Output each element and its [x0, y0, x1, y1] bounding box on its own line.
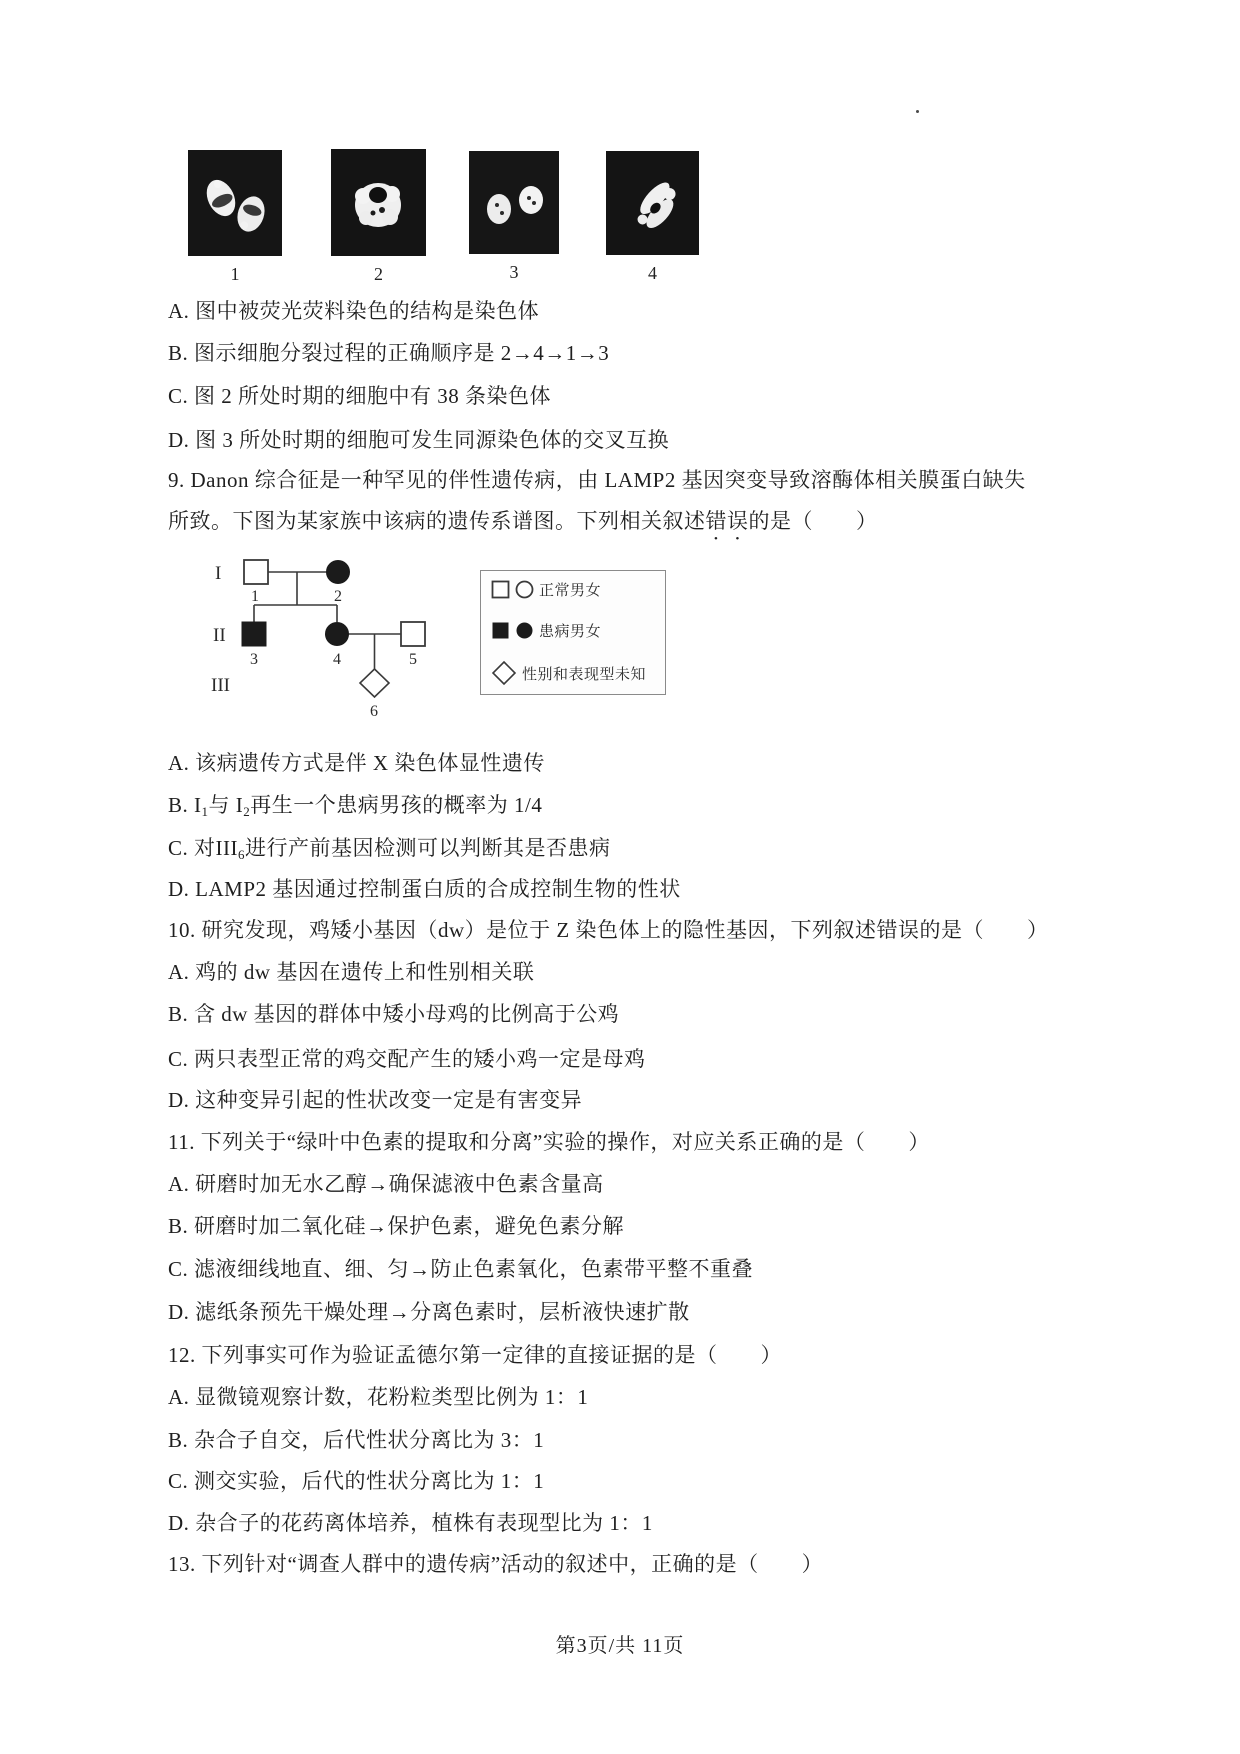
legend-row-affected: [491, 620, 655, 641]
micrograph-label-4: 4: [648, 263, 657, 283]
q11-option-c: C. 滤液细线地直、细、匀→防止色素氧化，色素带平整不重叠: [168, 1257, 754, 1281]
q11-option-b: B. 研磨时加二氧化硅→保护色素，避免色素分解: [168, 1214, 625, 1238]
q8-option-a: A. 图中被荧光荧料染色的结构是染色体: [168, 299, 540, 323]
pedigree-generation-label-1: I: [215, 563, 222, 584]
pedigree-individual-II5-normal-male: [401, 622, 425, 646]
q12-option-c: C. 测交实验，后代的性状分离比为 1：1: [168, 1469, 545, 1493]
micrograph-panel-1: [188, 150, 282, 285]
pedigree-number-1: 1: [251, 588, 259, 605]
micrograph-panel-3: [469, 151, 559, 283]
micrograph-image-2: [331, 149, 426, 256]
q9-option-b-part1: B. I: [168, 793, 202, 817]
q10-option-d: D. 这种变异引起的性状改变一定是有害变异: [168, 1088, 583, 1112]
scan-artifact-dot: [916, 110, 919, 113]
legend-label-normal: 正常男女: [539, 583, 602, 599]
micrograph-label-1: 1: [230, 264, 240, 284]
q9-stem-line2-post: 的是（ ）: [748, 509, 878, 533]
micrograph-panel-4: [606, 151, 699, 284]
normal-female-circle-icon: [515, 580, 534, 599]
q9-stem-line2-emphasized: 错误: [705, 509, 749, 533]
q9-option-c-part1: C. 对III: [168, 836, 238, 860]
q11-stem: 11. 下列关于“绿叶中色素的提取和分离”实验的操作，对应关系正确的是（ ）: [168, 1130, 930, 1154]
pedigree-number-3: 3: [250, 651, 258, 668]
unknown-diamond-icon: [491, 660, 517, 686]
pedigree-individual-I2-affected-female: [327, 561, 350, 584]
q9-stem-line1: 9. Danon 综合征是一种罕见的伴性遗传病，由 LAMP2 基因突变导致溶酶体相关膜蛋白缺失: [168, 468, 1026, 492]
q9-option-c-part2: 进行产前基因检测可以判断其是否患病: [245, 836, 611, 860]
affected-female-circle-icon: [515, 621, 534, 640]
pedigree-lines: [254, 572, 401, 669]
q9-stem-line2-pre: 所致。下图为某家族中该病的遗传系谱图。下列相关叙述: [168, 509, 706, 533]
legend-label-affected: 患病男女: [539, 623, 602, 640]
page-number-footer: 第3页/共 11页: [555, 1635, 685, 1657]
pedigree-generation-label-3: III: [211, 675, 230, 696]
q11-option-d: D. 滤纸条预先干燥处理→分离色素时，层析液快速扩散: [168, 1300, 690, 1324]
q9-option-b: [168, 792, 542, 825]
q12-option-b: B. 杂合子自交，后代性状分离比为 3：1: [168, 1428, 545, 1452]
pedigree-individual-I1-normal-male: [244, 560, 268, 584]
normal-male-square-icon: [491, 580, 510, 599]
pedigree-chart: [170, 548, 520, 728]
legend-row-normal: [491, 579, 655, 600]
q11-option-a: A. 研磨时加无水乙醇→确保滤液中色素含量高: [168, 1172, 604, 1196]
q9-option-b-part2: 与 I: [208, 793, 244, 817]
q9-option-b-sub1: 1: [201, 804, 209, 819]
pedigree-number-5: 5: [409, 651, 417, 668]
q13-stem: 13. 下列针对“调查人群中的遗传病”活动的叙述中，正确的是（ ）: [168, 1552, 824, 1576]
q9-option-b-sub2: 2: [243, 804, 251, 819]
pedigree-individual-II4-affected-female: [326, 623, 349, 646]
q10-stem: 10. 研究发现，鸡矮小基因（dw）是位于 Z 染色体上的隐性基因，下列叙述错误的是（ ）: [168, 918, 1049, 942]
legend-row-unknown: [491, 660, 655, 686]
pedigree-individual-II3-affected-male: [242, 622, 266, 646]
q10-option-b: B. 含 dw 基因的群体中矮小母鸡的比例高于公鸡: [168, 1002, 620, 1026]
q10-option-c: C. 两只表型正常的鸡交配产生的矮小鸡一定是母鸡: [168, 1047, 646, 1071]
micrograph-image-4: [606, 151, 699, 255]
affected-male-square-icon: [491, 621, 510, 640]
q12-stem: 12. 下列事实可作为验证孟德尔第一定律的直接证据的是（ ）: [168, 1343, 782, 1367]
q9-option-c-sub1: 6: [238, 847, 245, 862]
q9-stem-line2: [168, 508, 878, 545]
micrograph-image-1: [188, 150, 282, 256]
micrograph-panel-2: [331, 149, 426, 285]
pedigree-individual-III6-unknown: [360, 669, 389, 697]
pedigree-number-4: 4: [333, 651, 341, 668]
pedigree-generation-label-2: II: [213, 625, 226, 646]
q9-option-a: A. 该病遗传方式是伴 X 染色体显性遗传: [168, 751, 545, 775]
legend-label-unknown: 性别和表现型未知: [522, 666, 647, 683]
q12-option-a: A. 显微镜观察计数，花粉粒类型比例为 1：1: [168, 1385, 589, 1409]
q9-option-c: [168, 835, 611, 868]
pedigree-number-2: 2: [334, 588, 342, 605]
micrograph-label-2: 2: [374, 264, 383, 284]
q12-option-d: D. 杂合子的花药离体培养，植株有表现型比为 1：1: [168, 1511, 653, 1535]
q8-option-b: B. 图示细胞分裂过程的正确顺序是 2→4→1→3: [168, 341, 610, 365]
micrograph-label-3: 3: [509, 262, 519, 282]
q8-option-c: C. 图 2 所处时期的细胞中有 38 条染色体: [168, 384, 552, 408]
q8-option-d: D. 图 3 所处时期的细胞可发生同源染色体的交叉互换: [168, 428, 670, 452]
pedigree-legend: [480, 570, 666, 695]
pedigree-number-6: 6: [370, 703, 378, 720]
micrograph-image-3: [469, 151, 559, 254]
q9-option-b-part3: 再生一个患病男孩的概率为 1/4: [250, 793, 543, 817]
q10-option-a: A. 鸡的 dw 基因在遗传上和性别相关联: [168, 960, 535, 984]
q9-option-d: D. LAMP2 基因通过控制蛋白质的合成控制生物的性状: [168, 877, 681, 901]
